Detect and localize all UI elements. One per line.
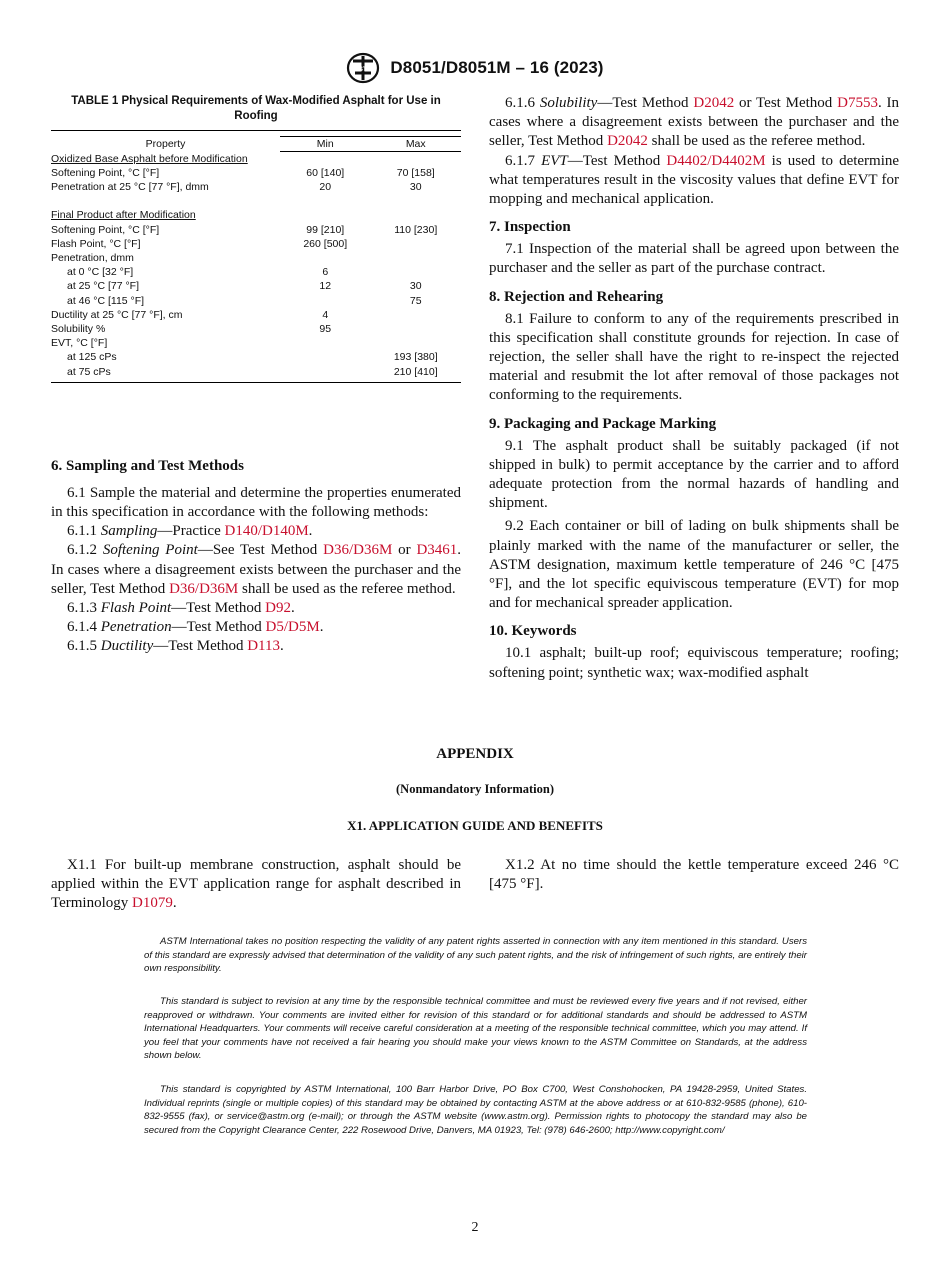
section-9-heading: 9. Packaging and Package Marking: [489, 415, 717, 432]
astm-logo-icon: [346, 52, 380, 84]
cell-max: 30: [409, 280, 422, 293]
link-d113[interactable]: D113: [247, 638, 280, 655]
copyright-notice: This standard is copyrighted by ASTM International, 100 Barr Harbor Drive, PO Box C700, West Conshohocken, PA 19428-2959, United States. Individual reprints (single or multiple copies) of this standard may be obtained by contacting ASTM at the above address or at 610-832-9585 (phone), 610-832-9555 (fax), or service@astm.org (e-mail); or through the ASTM website (www.astm.org). Permission rights to photocopy the standard may also be secured from the Copyright Clearance Center, 222 Rosewood Drive, Danvers, MA 01923, Tel: (978) 646-2600; http://www.copyright.com/: [144, 1084, 807, 1136]
table-row: [51, 166, 461, 180]
section-8-heading: 8. Rejection and Rehearing: [489, 288, 664, 305]
cell-max: 30: [409, 181, 422, 194]
table-row: [51, 336, 461, 350]
cell-property: at 0 °C [32 °F]: [67, 266, 134, 279]
cell-max: 110 [230]: [394, 223, 438, 236]
group-title: Oxidized Base Asphalt before Modification: [51, 152, 248, 165]
cell-property: EVT, °C [°F]: [51, 337, 108, 350]
paragraph-6-1-4: 6.1.4 Penetration—Test Method D5/D5M.: [67, 619, 324, 636]
cell-min: 260 [500]: [303, 237, 348, 250]
link-d92[interactable]: D92: [265, 599, 291, 616]
paragraph-9-1: 9.1 The asphalt product shall be suitably packaged (if not shipped in bulk) to permit acceptance by the carrier and to afford adequate protection from the normal hazards of handling and shipment.: [489, 437, 899, 512]
table-row: [51, 237, 461, 251]
link-d2042-referee[interactable]: D2042: [607, 133, 648, 150]
link-d4402[interactable]: D4402/D4402M: [666, 152, 766, 169]
table-row: [51, 180, 461, 194]
cell-property: Ductility at 25 °C [77 °F], cm: [51, 308, 183, 321]
section-7-heading: 7. Inspection: [489, 219, 571, 236]
cell-property: Softening Point, °C [°F]: [51, 166, 160, 179]
paragraph-6-1-1: 6.1.1 Sampling—Practice D140/D140M.: [67, 523, 313, 540]
page-header: [0, 52, 950, 84]
cell-min: [280, 350, 370, 364]
cell-property: Penetration at 25 °C [77 °F], dmm: [51, 181, 209, 194]
cell-min: 6: [322, 266, 329, 279]
cell-min: [280, 294, 370, 308]
cell-max: 210 [410]: [370, 365, 461, 383]
section-6-heading: 6. Sampling and Test Methods: [51, 457, 244, 474]
paragraph-6-1-7: 6.1.7 EVT—Test Method D4402/D4402M is used to determine what temperatures result in the viscosity values that define EVT for mopping and mechanical application.: [489, 152, 900, 208]
cell-property: at 25 °C [77 °F]: [67, 280, 140, 293]
section-10-heading: 10. Keywords: [489, 623, 577, 640]
paragraph-6-1-3: 6.1.3 Flash Point—Test Method D92.: [67, 599, 295, 616]
table-row: [51, 294, 461, 308]
table-row: [51, 223, 461, 237]
paragraph-8-1: 8.1 Failure to conform to any of the requirements prescribed in this specification shall constitute grounds for rejection. In case of rejection, the seller shall have the right to re-inspect the rejected material and resubmit the lot after removal of those packages not conforming to the requirements.: [489, 310, 899, 404]
cell-max: [370, 251, 461, 265]
table-row: [51, 322, 461, 336]
cell-min: 4: [322, 308, 329, 321]
paragraph-x1-1: X1.1 For built-up membrane construction, asphalt should be applied within the EVT application range for asphalt described in Terminology D1079.: [51, 857, 461, 912]
col-header-property: Property: [51, 131, 280, 152]
left-column: [51, 94, 461, 657]
document-designation: D8051/D8051M – 16 (2023): [390, 58, 604, 77]
paragraph-9-2: 9.2 Each container or bill of lading on bulk shipments shall be plainly marked with the name of the manufacturer or seller, the ASTM designation, maximum kettle temperature of 246 °C [475 °F], and the lot specific equiviscous temperature (EVT) for mop and for mechanical spreader application.: [489, 518, 899, 612]
cell-max: [370, 265, 461, 279]
cell-max: [370, 336, 461, 350]
cell-property: at 75 cPs: [51, 365, 280, 383]
table-row: [51, 279, 461, 293]
cell-max: 75: [409, 294, 422, 307]
x1-heading: X1. APPLICATION GUIDE AND BENEFITS: [347, 818, 603, 833]
link-d36-referee[interactable]: D36/D36M: [169, 580, 239, 597]
requirements-table: [51, 130, 461, 383]
cell-property: at 125 cPs: [67, 351, 117, 364]
cell-min: [280, 251, 370, 265]
cell-property: Softening Point, °C [°F]: [51, 223, 160, 236]
table-row: [51, 308, 461, 322]
cell-property: Solubility %: [51, 322, 106, 335]
cell-max: [370, 308, 461, 322]
logo-text: ASTM: [354, 67, 372, 73]
cell-max: 70 [158]: [396, 166, 435, 179]
table-row: [51, 251, 461, 265]
cell-min: 20: [319, 181, 332, 194]
link-d3461[interactable]: D3461: [416, 542, 458, 559]
paragraph-x1-2: X1.2 At no time should the kettle temperature exceed 246 °C [475 °F].: [489, 857, 899, 893]
cell-max: [370, 322, 461, 336]
link-d140[interactable]: D140/D140M: [224, 523, 309, 540]
cell-property: Penetration, dmm: [51, 251, 134, 264]
link-d36[interactable]: D36/D36M: [323, 542, 393, 559]
table-row: [51, 350, 461, 364]
col-header-min: Min: [280, 137, 370, 152]
paragraph-6-1-2: 6.1.2 Softening Point—See Test Method D36/D36M or D3461. In cases where a disagreement exists between the purchaser and the seller, Test Method D36/D36M shall be used as the referee method.: [51, 542, 462, 597]
link-d1079[interactable]: D1079: [132, 895, 173, 912]
patent-notice: ASTM International takes no position respecting the validity of any patent rights asserted in connection with any item mentioned in this standard. Users of this standard are expressly advised that determination of the validity of any such patent rights, and the risk of infringement of such rights, are entirely their own responsibility.: [144, 936, 807, 975]
paragraph-6-1-5: 6.1.5 Ductility—Test Method D113.: [67, 638, 284, 655]
cell-property: Flash Point, °C [°F]: [51, 237, 141, 250]
cell-max: [370, 237, 461, 251]
appendix-subtitle: (Nonmandatory Information): [396, 782, 554, 796]
cell-min: [280, 365, 370, 383]
link-d7553[interactable]: D7553: [837, 95, 878, 111]
group-title: Final Product after Modification: [51, 209, 196, 222]
cell-max: 193 [380]: [393, 351, 438, 364]
page-number: 2: [471, 1220, 479, 1235]
paragraph-10-1: 10.1 asphalt; built-up roof; equiviscous temperature; roofing; softening point; synthetic wax; wax-modified asphalt: [489, 645, 899, 681]
revision-notice: This standard is subject to revision at any time by the responsible technical committee and must be reviewed every five years and if not revised, either reapproved or withdrawn. Your comments are invited either for revision of this standard or for additional standards and should be addressed to ASTM International Headquarters. Your comments will receive careful consideration at a meeting of the responsible technical committee, which you may attend. If you feel that your comments have not received a fair hearing you should make your views known to the ASTM Committee on Standards, at the address shown below.: [144, 996, 807, 1062]
cell-min: 99 [210]: [306, 223, 345, 236]
table-row: [51, 265, 461, 279]
col-header-max: Max: [370, 137, 461, 152]
table-caption: TABLE 1 Physical Requirements of Wax-Modified Asphalt for Use in Roofing: [71, 95, 441, 122]
cell-min: 12: [319, 280, 332, 293]
right-column: [489, 94, 899, 683]
cell-min: 60 [140]: [306, 166, 345, 179]
cell-min: [280, 336, 370, 350]
cell-property: at 46 °C [115 °F]: [67, 294, 145, 307]
appendix-title: APPENDIX: [436, 746, 514, 762]
link-d2042[interactable]: D2042: [693, 95, 735, 111]
paragraph-6-1-6: 6.1.6 Solubility—Test Method D2042 or Test Method D7553. In cases where a disagreement exists between the purchaser and the seller, Test Method D2042 shall be used as the referee method.: [489, 95, 900, 150]
table-row: [51, 365, 461, 383]
paragraph-7-1: 7.1 Inspection of the material shall be agreed upon between the purchaser and the seller as part of the purchase contract.: [489, 241, 899, 277]
link-d5[interactable]: D5/D5M: [265, 619, 320, 636]
cell-min: 95: [319, 322, 332, 335]
paragraph-6-1: 6.1 Sample the material and determine the properties enumerated in this specification in accordance with the following methods:: [51, 484, 461, 520]
